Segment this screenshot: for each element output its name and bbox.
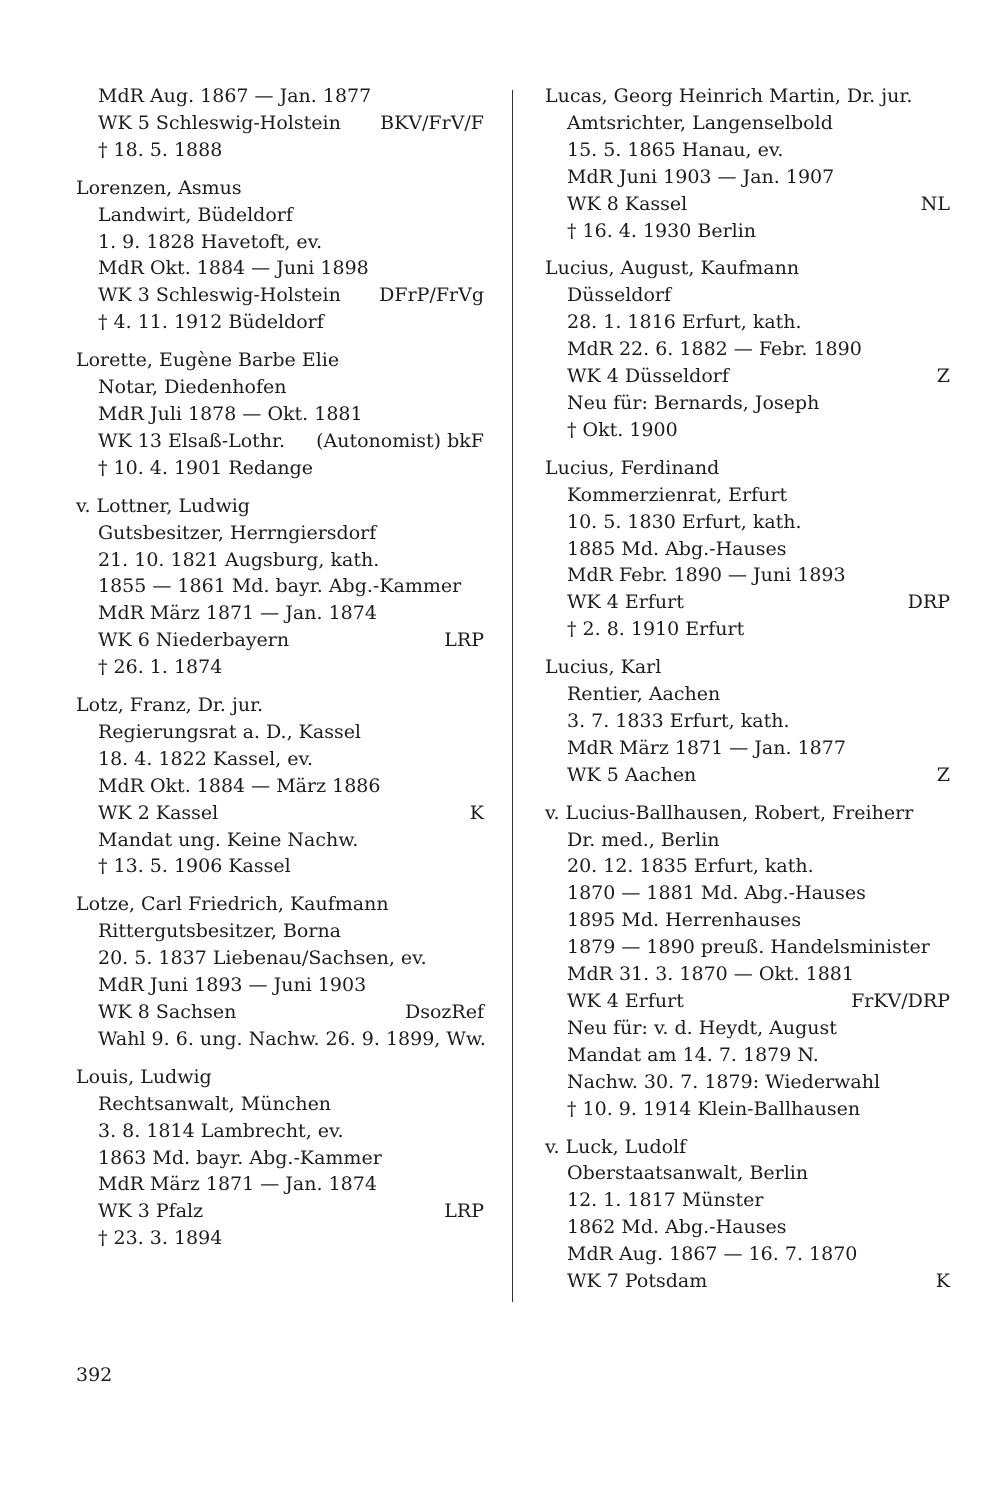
party-affiliation: FrKV/DRP: [851, 990, 950, 1012]
entry-line: [545, 880, 950, 907]
entry-text: WK 5 Schleswig-Holstein: [98, 111, 341, 134]
entry-line: [76, 1026, 484, 1053]
entry-line: [545, 110, 950, 137]
entry-line: [76, 627, 484, 654]
entry-text: MdR März 1871 — Jan. 1874: [98, 1173, 377, 1196]
entry-line: [545, 536, 950, 563]
entry-line: [545, 988, 950, 1015]
entry-line: [76, 827, 484, 854]
entry-text: 15. 5. 1865 Hanau, ev.: [567, 138, 784, 161]
entry-text: 18. 4. 1822 Kassel, ev.: [98, 747, 314, 770]
entry-text: † 18. 5. 1888: [98, 138, 223, 161]
entry-name: [76, 1064, 484, 1091]
entry-name: [545, 255, 950, 282]
entry-name: [545, 800, 950, 827]
biography-entry: [545, 1134, 950, 1295]
entry-line: [545, 482, 950, 509]
biography-entry: [76, 1064, 484, 1252]
entry-line: [76, 1198, 484, 1225]
entry-line: [76, 573, 484, 600]
entry-text: 1870 — 1881 Md. Abg.-Hauses: [567, 882, 866, 905]
entry-text: v. Luck, Ludolf: [545, 1135, 687, 1158]
entry-line: [545, 417, 950, 444]
party-affiliation: K: [469, 801, 484, 824]
entry-text: 20. 5. 1837 Liebenau/Sachsen, ev.: [98, 947, 427, 970]
biography-entry: [76, 493, 484, 681]
entry-line: [545, 1069, 950, 1096]
entry-text: † 2. 8. 1910 Erfurt: [567, 618, 745, 641]
entry-line: [545, 1096, 950, 1123]
party-affiliation: DsozRef: [404, 1001, 484, 1023]
party-affiliation: Z: [936, 763, 950, 786]
entry-name: [76, 175, 484, 202]
entry-line: [76, 972, 484, 999]
entry-line: [76, 719, 484, 746]
entry-line: [76, 1118, 484, 1145]
entry-line: [76, 520, 484, 547]
entry-text: Lotz, Franz, Dr. jur.: [76, 694, 264, 717]
entry-line: [545, 336, 950, 363]
entry-text: 3. 8. 1814 Lambrecht, ev.: [98, 1119, 344, 1142]
biography-entry: [76, 83, 484, 164]
entry-name: [76, 493, 484, 520]
entry-text: Wahl 9. 6. ung. Nachw. 26. 9. 1899, Ww.: [98, 1027, 486, 1050]
entry-text: WK 4 Düsseldorf: [567, 365, 729, 388]
entry-text: Neu für: v. d. Heydt, August: [567, 1016, 837, 1039]
entry-text: Lucius, Ferdinand: [545, 456, 720, 479]
entry-line: [545, 164, 950, 191]
entry-text: Regierungsrat a. D., Kassel: [98, 720, 362, 743]
party-affiliation: BKV/FrV/F: [380, 111, 484, 134]
entry-text: WK 8 Sachsen: [98, 1001, 237, 1023]
entry-line: [76, 282, 484, 309]
entry-text: MdR Aug. 1867 — Jan. 1877: [98, 85, 372, 107]
party-affiliation: DFrP/FrVg: [379, 284, 484, 307]
entry-text: Notar, Diedenhofen: [98, 376, 287, 399]
entry-text: Gutsbesitzer, Herrngiersdorf: [98, 521, 377, 544]
entry-text: 28. 1. 1816 Erfurt, kath.: [567, 311, 802, 334]
entry-line: [545, 1214, 950, 1241]
column-divider: [512, 90, 513, 1302]
entry-text: 21. 10. 1821 Augsburg, kath.: [98, 548, 380, 571]
entry-line: [545, 1241, 950, 1268]
entry-text: MdR Febr. 1890 — Juni 1893: [567, 564, 846, 587]
entry-line: [76, 428, 484, 455]
entry-line: [545, 961, 950, 988]
entry-text: Lorette, Eugène Barbe Elie: [76, 349, 340, 372]
entry-line: [545, 589, 950, 616]
entry-text: MdR März 1871 — Jan. 1877: [567, 736, 846, 759]
entry-text: Lucius, Karl: [545, 656, 662, 679]
entry-line: [76, 800, 484, 827]
entry-name: [76, 692, 484, 719]
entry-line: [76, 1091, 484, 1118]
entry-line: [545, 708, 950, 735]
entry-name: [545, 83, 950, 110]
entry-text: MdR Juni 1893 — Juni 1903: [98, 974, 367, 997]
entry-name: [545, 1134, 950, 1161]
entry-line: [545, 1187, 950, 1214]
entry-line: [76, 137, 484, 164]
entry-text: † Okt. 1900: [567, 418, 678, 441]
entry-name: [545, 455, 950, 482]
entry-text: MdR 22. 6. 1882 — Febr. 1890: [567, 338, 862, 361]
entry-text: † 4. 11. 1912 Büdeldorf: [98, 311, 324, 334]
entry-line: [76, 202, 484, 229]
entry-line: [76, 255, 484, 282]
entry-text: WK 4 Erfurt: [567, 591, 684, 614]
biography-entry: [545, 255, 950, 443]
entry-text: † 13. 5. 1906 Kassel: [98, 855, 291, 878]
entry-text: † 16. 4. 1930 Berlin: [567, 219, 757, 242]
entry-text: Mandat ung. Keine Nachw.: [98, 828, 359, 851]
entry-text: Dr. med., Berlin: [567, 828, 720, 851]
entry-text: MdR Okt. 1884 — März 1886: [98, 774, 381, 797]
entry-text: Rittergutsbesitzer, Borna: [98, 920, 342, 943]
entry-name: [76, 891, 484, 918]
entry-line: [545, 309, 950, 336]
entry-line: [76, 1171, 484, 1198]
party-affiliation: LRP: [444, 1200, 484, 1223]
entry-text: MdR März 1871 — Jan. 1874: [98, 602, 377, 625]
entry-text: Kommerzienrat, Erfurt: [567, 483, 788, 506]
entry-line: [76, 853, 484, 880]
entry-line: [76, 999, 484, 1026]
entry-line: [76, 600, 484, 627]
party-affiliation: LRP: [444, 629, 484, 652]
entry-line: [545, 934, 950, 961]
entry-line: [545, 562, 950, 589]
entry-text: Düsseldorf: [567, 284, 672, 307]
entry-line: [76, 746, 484, 773]
entry-text: Rentier, Aachen: [567, 683, 721, 706]
biography-entry: [545, 654, 950, 789]
entry-name: [545, 654, 950, 681]
biography-entry: [545, 800, 950, 1123]
entry-line: [545, 853, 950, 880]
entry-line: [76, 83, 484, 110]
biography-entry: [545, 83, 950, 244]
entry-line: [545, 218, 950, 245]
entry-line: [545, 681, 950, 708]
entry-text: MdR Aug. 1867 — 16. 7. 1870: [567, 1243, 858, 1266]
entry-line: [76, 374, 484, 401]
entry-text: † 23. 3. 1894: [98, 1227, 223, 1250]
entry-line: [76, 1145, 484, 1172]
party-affiliation: (Autonomist) bkF: [316, 429, 484, 452]
biography-entry: [76, 175, 484, 336]
entry-text: 3. 7. 1833 Erfurt, kath.: [567, 709, 790, 732]
entry-text: v. Lottner, Ludwig: [76, 494, 250, 517]
entry-line: [76, 773, 484, 800]
entry-line: [545, 1042, 950, 1069]
entry-line: [545, 191, 950, 218]
entry-text: v. Lucius-Ballhausen, Robert, Freiherr: [545, 801, 914, 824]
entry-line: [545, 1268, 950, 1295]
entry-line: [76, 455, 484, 482]
entry-text: WK 3 Pfalz: [98, 1200, 204, 1223]
entry-text: Amtsrichter, Langenselbold: [567, 111, 833, 134]
right-column: [545, 83, 950, 1306]
entry-text: Nachw. 30. 7. 1879: Wiederwahl: [567, 1070, 881, 1093]
entry-line: [76, 918, 484, 945]
entry-text: WK 13 Elsaß-Lothr.: [98, 429, 286, 452]
entry-text: 1879 — 1890 preuß. Handelsminister: [567, 936, 930, 959]
party-affiliation: Z: [936, 365, 950, 388]
entry-text: 1885 Md. Abg.-Hauses: [567, 537, 787, 560]
entry-text: MdR 31. 3. 1870 — Okt. 1881: [567, 963, 854, 986]
entry-text: † 26. 1. 1874: [98, 656, 223, 679]
entry-text: Landwirt, Büdeldorf: [98, 203, 293, 226]
entry-text: Louis, Ludwig: [76, 1065, 212, 1088]
entry-text: Lorenzen, Asmus: [76, 176, 242, 199]
entry-line: [76, 401, 484, 428]
page-number: 392: [76, 1364, 113, 1386]
entry-text: Rechtsanwalt, München: [98, 1092, 332, 1115]
entry-text: WK 3 Schleswig-Holstein: [98, 284, 341, 307]
entry-text: Lucas, Georg Heinrich Martin, Dr. jur.: [545, 85, 913, 107]
entry-text: WK 7 Potsdam: [567, 1270, 708, 1293]
biography-entry: [76, 891, 484, 1052]
entry-text: 10. 5. 1830 Erfurt, kath.: [567, 510, 802, 533]
entry-text: Mandat am 14. 7. 1879 N.: [567, 1043, 819, 1066]
entry-text: WK 6 Niederbayern: [98, 629, 290, 652]
entry-line: [76, 309, 484, 336]
entry-text: 1863 Md. bayr. Abg.-Kammer: [98, 1146, 382, 1169]
biography-entry: [545, 455, 950, 643]
entry-text: Oberstaatsanwalt, Berlin: [567, 1162, 809, 1185]
entry-line: [545, 827, 950, 854]
entry-text: 20. 12. 1835 Erfurt, kath.: [567, 855, 814, 878]
entry-text: MdR Juni 1903 — Jan. 1907: [567, 165, 835, 188]
entry-line: [545, 762, 950, 789]
entry-line: [545, 390, 950, 417]
entry-text: 12. 1. 1817 Münster: [567, 1189, 764, 1212]
entry-text: WK 8 Kassel: [567, 192, 688, 215]
party-affiliation: K: [935, 1270, 950, 1293]
entry-text: 1. 9. 1828 Havetoft, ev.: [98, 230, 323, 253]
entry-text: WK 5 Aachen: [567, 763, 697, 786]
entry-line: [76, 547, 484, 574]
entry-name: [76, 347, 484, 374]
entry-line: [76, 229, 484, 256]
entry-text: † 10. 9. 1914 Klein-Ballhausen: [567, 1097, 861, 1120]
entry-text: MdR Okt. 1884 — Juni 1898: [98, 257, 369, 280]
entry-text: 1895 Md. Herrenhauses: [567, 909, 802, 932]
entry-text: Lucius, August, Kaufmann: [545, 257, 800, 280]
entry-line: [545, 1160, 950, 1187]
biography-entry: [76, 692, 484, 880]
entry-line: [76, 110, 484, 137]
entry-line: [76, 945, 484, 972]
entry-line: [545, 616, 950, 643]
entry-line: [545, 282, 950, 309]
entry-text: WK 2 Kassel: [98, 801, 219, 824]
entry-line: [545, 363, 950, 390]
entry-text: WK 4 Erfurt: [567, 990, 684, 1012]
party-affiliation: DRP: [907, 591, 950, 614]
entry-text: MdR Juli 1878 — Okt. 1881: [98, 402, 363, 425]
party-affiliation: NL: [920, 192, 950, 215]
entry-line: [545, 1015, 950, 1042]
entry-text: † 10. 4. 1901 Redange: [98, 456, 314, 479]
left-column: [76, 83, 484, 1263]
entry-line: [545, 137, 950, 164]
entry-text: 1855 — 1861 Md. bayr. Abg.-Kammer: [98, 575, 462, 598]
entry-line: [76, 1225, 484, 1252]
entry-line: [76, 654, 484, 681]
entry-text: 1862 Md. Abg.-Hauses: [567, 1216, 787, 1239]
entry-line: [545, 735, 950, 762]
biography-entry: [76, 347, 484, 482]
entry-text: Neu für: Bernards, Joseph: [567, 391, 820, 414]
entry-text: Lotze, Carl Friedrich, Kaufmann: [76, 893, 389, 916]
entry-line: [545, 509, 950, 536]
entry-line: [545, 907, 950, 934]
